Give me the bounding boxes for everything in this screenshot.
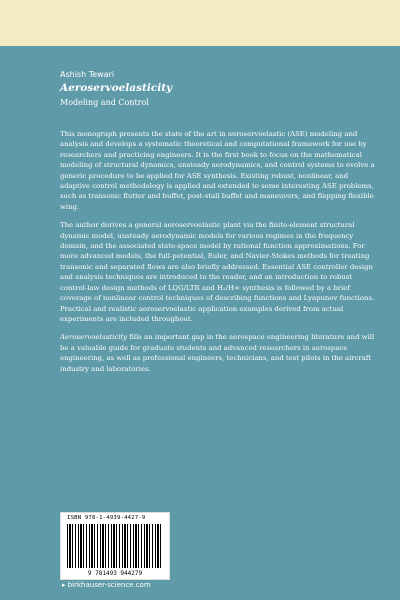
paragraph-3-text: fills an important gap in the aerospace engineering literature and will be a valuable guide for graduate students and advanced researchers in aerospace engineering, as well as professional engineers, technicians, and test pilots in the aircraft industry and laboratories. xyxy=(60,333,375,373)
barcode-number: 9 781493 944279 xyxy=(87,570,143,577)
description xyxy=(60,129,378,382)
description-paragraph-3 xyxy=(60,332,378,374)
description-paragraph-1: This monograph presents the state of the art in aeroservoelastic (ASE) modeling and analysis and develops a systematic theoretical and computational framework for use by researchers and practicing engineers. It is the first book to focus on the mathematical modeling of structural dynamics, unsteady aerodynamics, and control systems to evolve a generic procedure to be applied for ASE synthesis. Existing robust, nonlinear, and adaptive control methodology is applied and extended to some interesting ASE problems, such as transonic flutter and buffet, post-stall buffet and maneuvers, and flapping flexible wing. xyxy=(60,130,375,211)
barcode-bars xyxy=(67,524,163,568)
isbn-label: ISBN 978-1-4939-4427-9 xyxy=(67,515,146,521)
publisher-website: ▸ birkhauser-science.com xyxy=(62,581,151,589)
description-paragraph-2: The author derives a general aeroservoelastic plant via the finite-element structural dynamic model, unsteady aerodynamic models for various regimes in the frequency domain, and the associated state-space model by rational function approximations. For more advanced models, the full-potential, Euler, and Navier-Stokes methods for treating transonic and separated flows are also briefly addressed. Essential ASE controller design and analysis techniques are introduced to the reader, and an introduction to robust control-law design methods of LQG/LTR and H₂/H∞ synthesis is followed by a brief coverage of nonlinear control techniques of describing functions and Lyapunov functions. Practical and realistic aeroservoelastic application examples derived from actual experiments are included throughout. xyxy=(60,221,375,323)
top-band xyxy=(0,0,400,46)
title-emphasis: Aeroservoelasticity xyxy=(60,333,128,342)
book-subtitle: Modeling and Control xyxy=(60,98,149,107)
barcode xyxy=(60,512,170,580)
book-title: Aeroservoelasticity xyxy=(60,82,173,94)
author-name: Ashish Tewari xyxy=(60,70,115,79)
